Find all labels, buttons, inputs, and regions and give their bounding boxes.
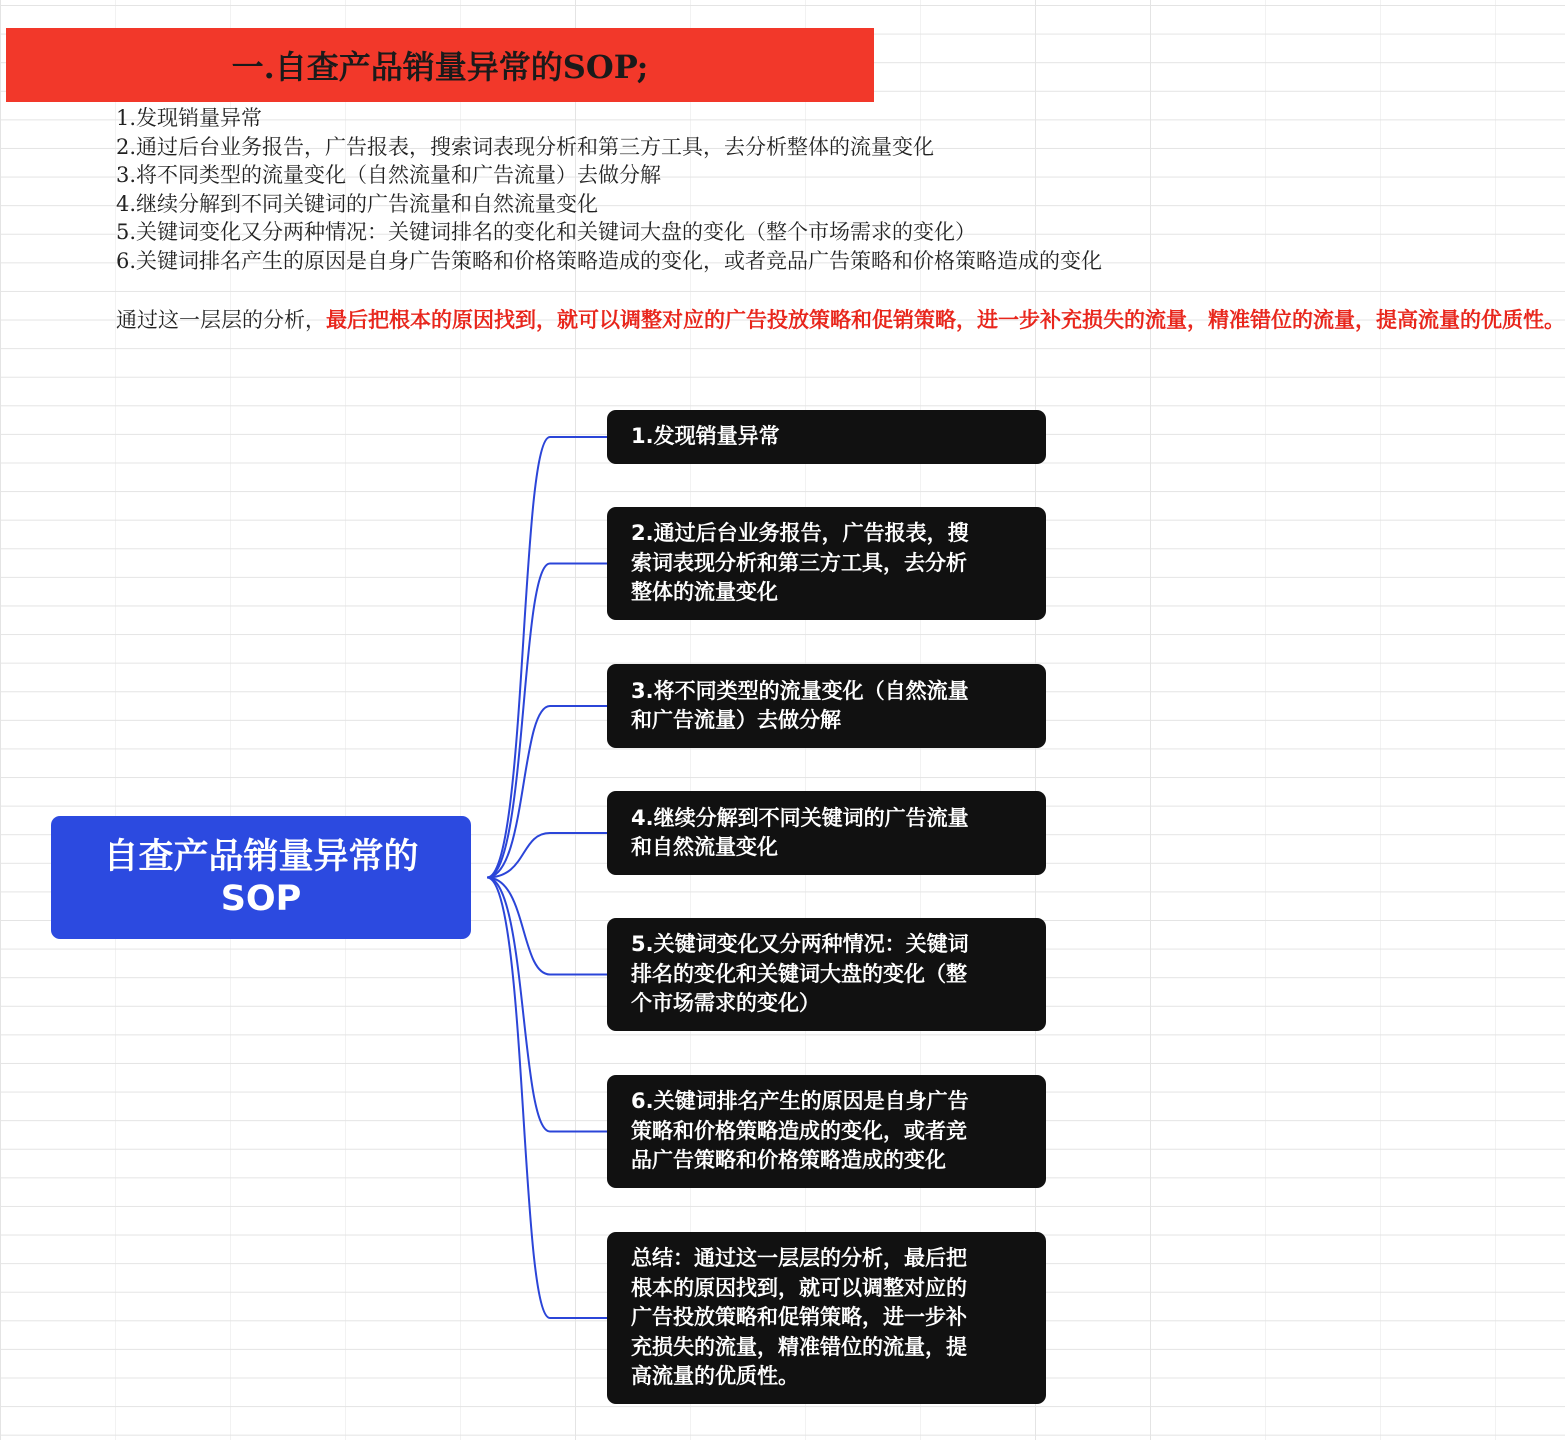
root-label-line-2: SOP: [220, 878, 302, 919]
summary-row: [116, 306, 1565, 335]
step-row-5: 5.关键词变化又分两种情况：关键词排名的变化和关键词大盘的变化（整个市场需求的变化）: [116, 220, 977, 245]
step-row-3: 3.将不同类型的流量变化（自然流量和广告流量）去做分解: [116, 163, 662, 188]
mindmap-node-4: 4.继续分解到不同关键词的广告流量 和自然流量变化: [607, 791, 1046, 875]
mindmap-node-2: 2.通过后台业务报告，广告报表，搜 索词表现分析和第三方工具，去分析 整体的流量变化: [607, 507, 1046, 620]
connector-line-7: [487, 878, 607, 1319]
spreadsheet-area: [0, 0, 1565, 360]
connector-line-6: [487, 878, 607, 1132]
step-list: [116, 104, 1103, 276]
mindmap-node-summary: 总结：通过这一层层的分析，最后把 根本的原因找到，就可以调整对应的 广告投放策略和促销策略，进一步补 充损失的流量，精准错位的流量，提 高流量的优质性。: [607, 1232, 1046, 1404]
mindmap-node-3: 3.将不同类型的流量变化（自然流量 和广告流量）去做分解: [607, 664, 1046, 748]
title-banner: [6, 28, 874, 102]
step-row-2: 2.通过后台业务报告，广告报表，搜索词表现分析和第三方工具，去分析整体的流量变化: [116, 134, 935, 159]
step-row-1: 1.发现销量异常: [116, 106, 263, 130]
connector-line-3: [487, 706, 607, 878]
mindmap-node-5: 5.关键词变化又分两种情况：关键词 排名的变化和关键词大盘的变化（整 个市场需求的变化）: [607, 918, 1046, 1031]
step-row-4: 4.继续分解到不同关键词的广告流量和自然流量变化: [116, 191, 599, 216]
connector-line-1: [487, 437, 607, 878]
connector-line-5: [487, 878, 607, 975]
mindmap-node-6: 6.关键词排名产生的原因是自身广告 策略和价格策略造成的变化，或者竞 品广告策略和价格策略造成的变化: [607, 1075, 1046, 1188]
connector-line-2: [487, 564, 607, 878]
summary-highlight: 最后把根本的原因找到，就可以调整对应的广告投放策略和促销策略，进一步补充损失的流量，精准错位的流量，提高流量的优质性。: [326, 307, 1565, 332]
summary-prefix: 通过这一层层的分析，: [116, 308, 326, 332]
mindmap-root-node: [51, 816, 471, 939]
step-row-6: 6.关键词排名产生的原因是自身广告策略和价格策略造成的变化，或者竞品广告策略和价格策略造成的变化: [116, 248, 1103, 273]
root-label-line-1: 自查产品销量异常的: [103, 836, 419, 877]
mindmap-node-1: 1.发现销量异常: [607, 410, 1046, 464]
page-title: 一.自查产品销量异常的SOP;: [231, 48, 649, 86]
connector-line-4: [487, 833, 607, 878]
